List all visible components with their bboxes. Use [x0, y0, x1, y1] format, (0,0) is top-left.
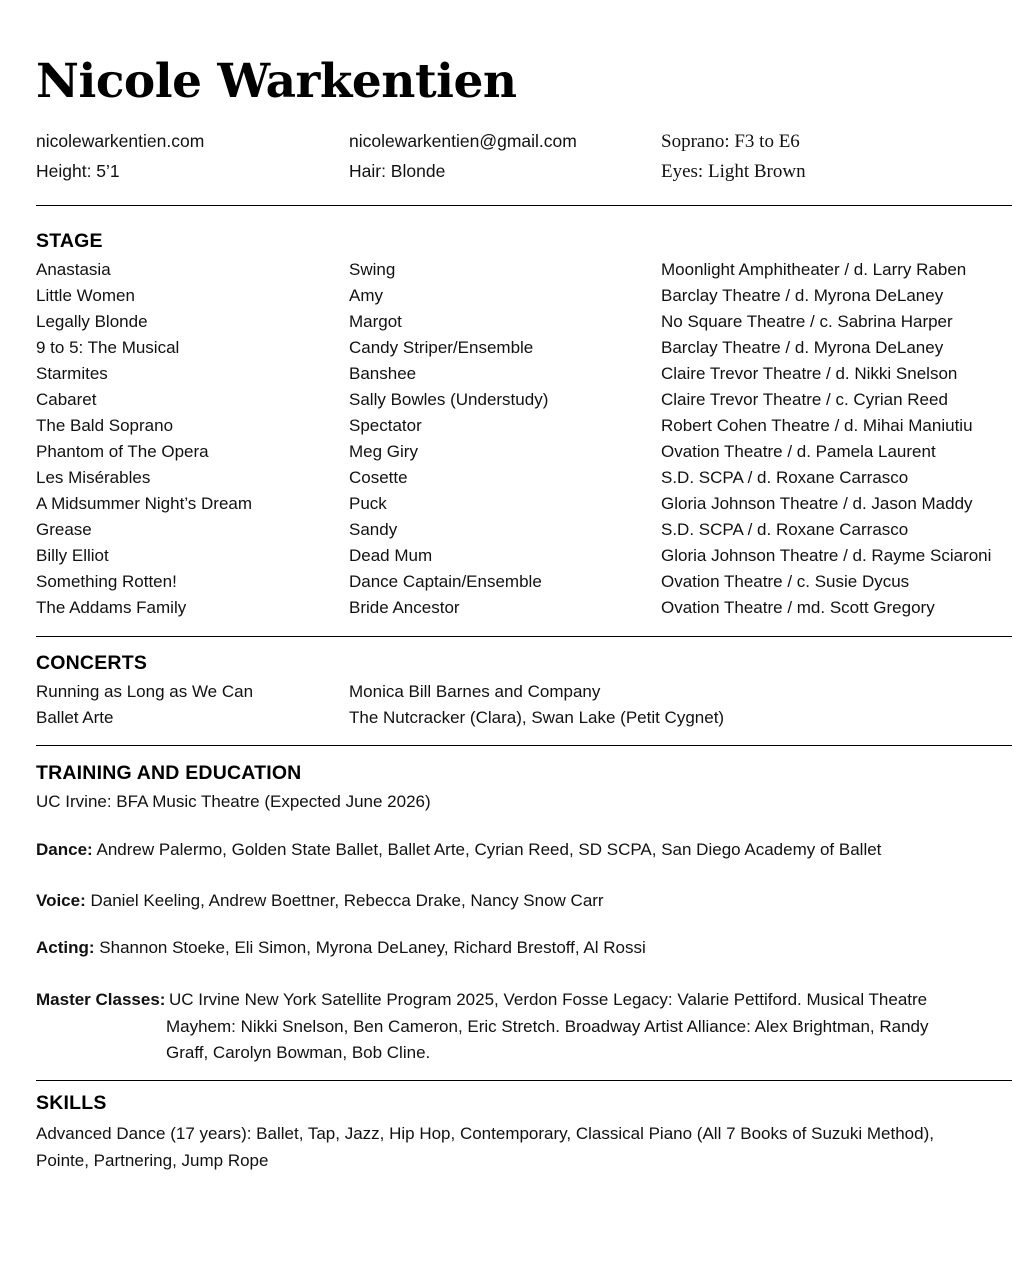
- credit-row: [36, 598, 1012, 624]
- degree-line: UC Irvine: BFA Music Theatre (Expected June 2026): [36, 792, 431, 811]
- concert-detail: The Nutcracker (Clara), Swan Lake (Petit Cygnet): [349, 708, 725, 727]
- role-name: Sally Bowles (Understudy): [349, 390, 549, 409]
- credit-row: [36, 520, 1012, 546]
- venue-director: Barclay Theatre / d. Myrona DeLaney: [661, 338, 944, 357]
- show-title: Les Misérables: [36, 468, 151, 487]
- show-title: Legally Blonde: [36, 312, 148, 331]
- show-title: Starmites: [36, 364, 108, 383]
- contact-info: [36, 131, 1012, 191]
- show-title: 9 to 5: The Musical: [36, 338, 180, 357]
- master-classes-line: UC Irvine New York Satellite Program 2025, Verdon Fosse Legacy: Valarie Pettiford. Musical Theatre: [169, 990, 928, 1009]
- role-name: Swing: [349, 260, 396, 279]
- role-name: Margot: [349, 312, 402, 331]
- venue-director: Gloria Johnson Theatre / d. Rayme Sciaroni: [661, 546, 992, 565]
- acting-teachers: Shannon Stoeke, Eli Simon, Myrona DeLaney, Richard Brestoff, Al Rossi: [99, 938, 646, 957]
- credit-row: [36, 442, 1012, 468]
- concerts-heading: CONCERTS: [36, 652, 148, 674]
- hair-info: Hair: Blonde: [349, 161, 446, 181]
- credit-row: [36, 546, 1012, 572]
- role-name: Meg Giry: [349, 442, 418, 461]
- eyes-info: Eyes: Light Brown: [661, 161, 806, 182]
- venue-director: S.D. SCPA / d. Roxane Carrasco: [661, 520, 909, 539]
- voice-teachers: Daniel Keeling, Andrew Boettner, Rebecca Drake, Nancy Snow Carr: [90, 891, 604, 910]
- role-name: Amy: [349, 286, 383, 305]
- credit-row: [36, 494, 1012, 520]
- dance-label: Dance:: [36, 840, 93, 859]
- credit-row: [36, 364, 1012, 390]
- show-title: Grease: [36, 520, 92, 539]
- credit-row: [36, 312, 1012, 338]
- show-title: A Midsummer Night’s Dream: [36, 494, 253, 513]
- stage-credits-table: [36, 260, 1012, 624]
- venue-director: Barclay Theatre / d. Myrona DeLaney: [661, 286, 944, 305]
- section-divider: [36, 636, 1012, 637]
- acting-training: [36, 938, 646, 958]
- role-name: Sandy: [349, 520, 398, 539]
- concert-title: Running as Long as We Can: [36, 682, 254, 701]
- dance-training: [36, 840, 881, 860]
- role-name: Dance Captain/Ensemble: [349, 572, 542, 591]
- voice-training: [36, 891, 604, 911]
- show-title: Cabaret: [36, 390, 97, 409]
- role-name: Dead Mum: [349, 546, 433, 565]
- credit-row: [36, 416, 1012, 442]
- contact-row: [36, 131, 1012, 161]
- contact-row: [36, 161, 1012, 191]
- credit-row: [36, 390, 1012, 416]
- role-name: Candy Striper/Ensemble: [349, 338, 534, 357]
- skills-line: Pointe, Partnering, Jump Rope: [36, 1151, 269, 1170]
- master-classes-line: Mayhem: Nikki Snelson, Ben Cameron, Eric Stretch. Broadway Artist Alliance: Alex Brightman, Randy: [166, 1016, 929, 1036]
- concert-title: Ballet Arte: [36, 708, 114, 727]
- venue-director: S.D. SCPA / d. Roxane Carrasco: [661, 468, 909, 487]
- role-name: Spectator: [349, 416, 422, 435]
- dance-teachers: Andrew Palermo, Golden State Ballet, Ballet Arte, Cyrian Reed, SD SCPA, San Diego Academy of Ballet: [96, 840, 882, 859]
- training-heading: TRAINING AND EDUCATION: [36, 762, 302, 784]
- stage-heading: STAGE: [36, 230, 103, 252]
- venue-director: Ovation Theatre / c. Susie Dycus: [661, 572, 910, 591]
- skills-list: [36, 1120, 1012, 1174]
- credit-row: [36, 286, 1012, 312]
- credit-row: [36, 572, 1012, 598]
- role-name: Bride Ancestor: [349, 598, 460, 617]
- venue-director: Claire Trevor Theatre / d. Nikki Snelson: [661, 364, 958, 383]
- show-title: The Addams Family: [36, 598, 187, 617]
- master-classes-line: Graff, Carolyn Bowman, Bob Cline.: [166, 1043, 431, 1062]
- venue-director: Moonlight Amphitheater / d. Larry Raben: [661, 260, 967, 279]
- section-divider: [36, 745, 1012, 746]
- venue-director: Ovation Theatre / d. Pamela Laurent: [661, 442, 936, 461]
- concert-detail: Monica Bill Barnes and Company: [349, 682, 601, 701]
- credit-row: [36, 468, 1012, 494]
- credit-row: [36, 708, 1012, 734]
- venue-director: Ovation Theatre / md. Scott Gregory: [661, 598, 935, 617]
- voice-range: Soprano: F3 to E6: [661, 131, 800, 152]
- email-link[interactable]: nicolewarkentien@gmail.com: [349, 131, 577, 151]
- skills-line: Advanced Dance (17 years): Ballet, Tap, Jazz, Hip Hop, Contemporary, Classical Piano (All 7 Books of Suzuki Method),: [36, 1124, 934, 1143]
- height-info: Height: 5’1: [36, 161, 120, 181]
- website-link[interactable]: nicolewarkentien.com: [36, 131, 205, 151]
- show-title: Something Rotten!: [36, 572, 177, 591]
- section-divider: [36, 205, 1012, 206]
- master-classes-label: Master Classes:: [36, 990, 166, 1009]
- show-title: Billy Elliot: [36, 546, 109, 565]
- venue-director: Robert Cohen Theatre / d. Mihai Maniutiu: [661, 416, 973, 435]
- role-name: Puck: [349, 494, 387, 513]
- performer-name: Nicole Warkentien: [36, 54, 517, 109]
- credit-row: [36, 682, 1012, 708]
- acting-label: Acting:: [36, 938, 95, 957]
- role-name: Banshee: [349, 364, 417, 383]
- credit-row: [36, 260, 1012, 286]
- role-name: Cosette: [349, 468, 408, 487]
- show-title: Anastasia: [36, 260, 111, 279]
- venue-director: Claire Trevor Theatre / c. Cyrian Reed: [661, 390, 948, 409]
- venue-director: No Square Theatre / c. Sabrina Harper: [661, 312, 953, 331]
- master-classes: [36, 987, 1012, 1067]
- section-divider: [36, 1080, 1012, 1081]
- skills-heading: SKILLS: [36, 1092, 107, 1114]
- show-title: The Bald Soprano: [36, 416, 174, 435]
- concerts-table: [36, 682, 1012, 734]
- credit-row: [36, 338, 1012, 364]
- show-title: Phantom of The Opera: [36, 442, 209, 461]
- voice-label: Voice:: [36, 891, 86, 910]
- show-title: Little Women: [36, 286, 135, 305]
- venue-director: Gloria Johnson Theatre / d. Jason Maddy: [661, 494, 973, 513]
